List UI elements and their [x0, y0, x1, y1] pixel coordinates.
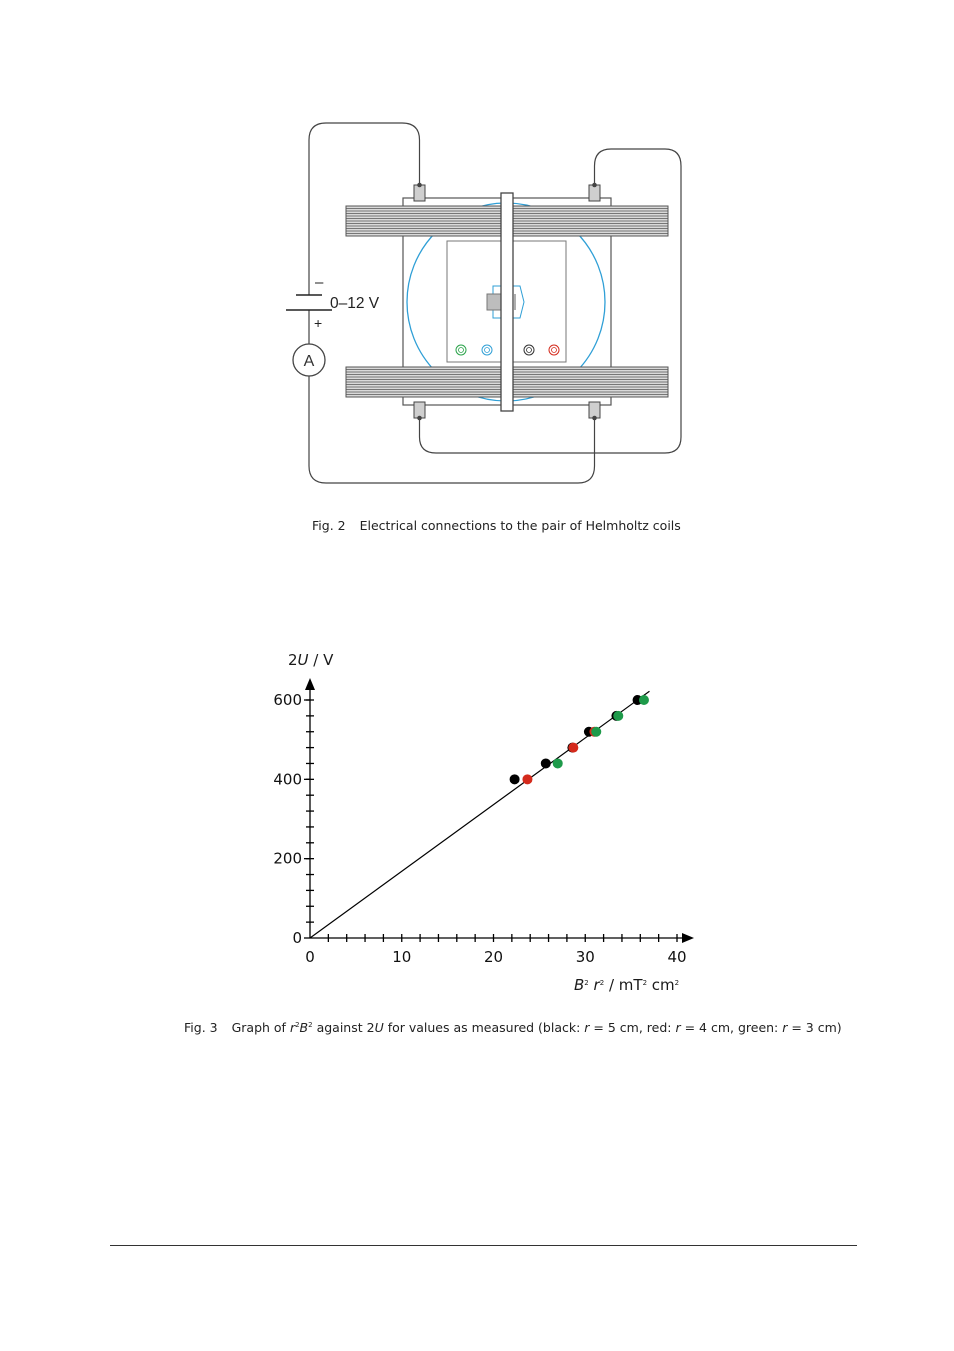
data-point [541, 758, 551, 768]
fig2-caption [312, 518, 681, 533]
x-tick-label: 0 [305, 948, 315, 966]
y-tick-label: 0 [292, 929, 302, 947]
fig3-caption: Fig. 3 Graph of $r^2B^2$ against 2U for values as measured (black: r = 5 cm, red: r = 4 cm, green: r = 3 cm) [184, 1020, 842, 1035]
x-tick-label: 40 [667, 948, 687, 966]
y-tick-label: 600 [273, 691, 302, 709]
battery-minus-label: – [315, 274, 324, 291]
x-tick-label: 20 [483, 948, 504, 966]
y-axis-label: 2U / V [288, 651, 334, 669]
ammeter-label: A [303, 353, 315, 370]
x-tick-label: 30 [575, 948, 595, 966]
y-axis-arrow [305, 678, 315, 690]
circuit-diagram [0, 0, 954, 520]
fig3-caption-label: Fig. 3 [184, 1020, 218, 1035]
graph-2u-vs-b2r2 [0, 640, 954, 1020]
data-point [553, 758, 563, 768]
x-axis-label: $B^2$ $r^2 / mT^2$ $cm^2$ [574, 976, 680, 994]
data-point [522, 774, 532, 784]
footer-rule [110, 1245, 857, 1246]
data-point [639, 695, 649, 705]
data-point [613, 711, 623, 721]
x-tick-label: 10 [392, 948, 412, 966]
fig2-caption-label: Fig. 2 [312, 518, 346, 533]
y-tick-label: 200 [273, 849, 302, 868]
y-tick-label: 400 [273, 770, 302, 789]
x-axis-arrow [682, 933, 694, 943]
support-bar [501, 193, 513, 411]
data-point [591, 727, 601, 737]
voltage-label: 0–12 V [330, 295, 380, 312]
data-point [568, 743, 578, 753]
battery-symbol [286, 295, 332, 310]
fig2-caption-text: Electrical connections to the pair of Helmholtz coils [359, 518, 681, 533]
battery-plus-label: + [314, 315, 323, 331]
data-point [510, 774, 520, 784]
